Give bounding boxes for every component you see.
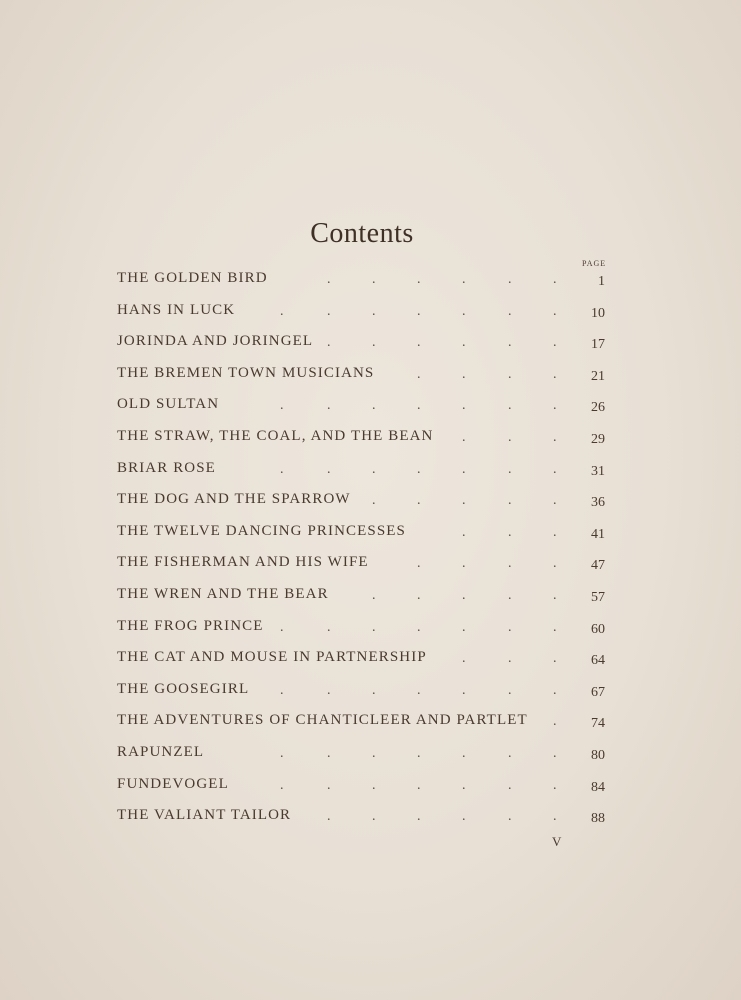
entry-page-number: 10: [591, 305, 605, 321]
leader-dot: .: [372, 303, 376, 319]
contents-entry: [0, 491, 741, 523]
leader-dot: .: [553, 745, 557, 761]
leader-dot: .: [327, 272, 331, 287]
entry-page-number: 31: [591, 463, 605, 479]
leader-dot: .: [280, 777, 284, 793]
leader-dot: .: [462, 398, 466, 414]
contents-entry: [0, 649, 741, 681]
leader-dot: .: [508, 335, 512, 351]
entry-title: THE FROG PRINCE: [117, 617, 264, 634]
entry-title: THE BREMEN TOWN MUSICIANS: [117, 364, 375, 381]
leader-dot: .: [327, 682, 331, 698]
leader-dot: .: [508, 587, 512, 603]
leader-dot: .: [417, 272, 421, 287]
leader-dot: .: [553, 619, 557, 635]
entry-title: JORINDA AND JORINGEL: [117, 333, 314, 350]
leader-dot: .: [553, 556, 557, 572]
entry-title: THE WREN AND THE BEAR: [117, 585, 329, 602]
entry-title: THE GOOSEGIRL: [117, 680, 250, 697]
entry-page-number: 57: [591, 589, 605, 605]
leader-dot: .: [372, 272, 376, 287]
leader-dot: .: [462, 651, 466, 667]
contents-entry: [0, 744, 741, 776]
contents-entry: [0, 681, 741, 713]
contents-entry: [0, 712, 741, 744]
leader-dot: .: [417, 682, 421, 698]
leader-dot: .: [462, 745, 466, 761]
leader-dot: .: [372, 335, 376, 351]
leader-dot: .: [508, 461, 512, 477]
leader-dot: .: [508, 651, 512, 667]
entry-page-number: 88: [591, 811, 605, 827]
leader-dot: .: [462, 682, 466, 698]
leader-dot: .: [553, 429, 557, 445]
leader-dot: .: [372, 777, 376, 793]
leader-dot: .: [508, 272, 512, 287]
leader-dot: .: [553, 714, 557, 730]
leader-dot: .: [462, 272, 466, 287]
leader-dot: .: [280, 619, 284, 635]
entry-page-number: 80: [591, 747, 605, 763]
leader-dot: .: [462, 461, 466, 477]
leader-dot: .: [417, 619, 421, 635]
contents-entry: [0, 270, 741, 302]
contents-entry: [0, 428, 741, 460]
leader-dot: .: [280, 303, 284, 319]
leader-dot: .: [327, 335, 331, 351]
leader-dot: .: [462, 366, 466, 382]
leader-dot: .: [417, 366, 421, 382]
leader-dot: .: [327, 398, 331, 414]
leader-dot: .: [417, 493, 421, 509]
entry-title: RAPUNZEL: [117, 743, 205, 760]
leader-dot: .: [462, 587, 466, 603]
leader-dot: .: [327, 745, 331, 761]
entry-page-number: 1: [598, 274, 605, 289]
leader-dot: .: [417, 398, 421, 414]
leader-dot: .: [553, 524, 557, 540]
contents-entry: [0, 807, 741, 839]
contents-entry: [0, 523, 741, 555]
contents-entry: [0, 365, 741, 397]
leader-dot: .: [417, 809, 421, 825]
contents-entry: [0, 396, 741, 428]
entry-page-number: 36: [591, 495, 605, 511]
leader-dot: .: [508, 429, 512, 445]
entry-title: THE CAT AND MOUSE IN PARTNERSHIP: [117, 649, 427, 666]
leader-dot: .: [417, 303, 421, 319]
entry-title: THE STRAW, THE COAL, AND THE BEAN: [117, 427, 434, 444]
leader-dot: .: [462, 556, 466, 572]
contents-entry: [0, 776, 741, 808]
entry-page-number: 67: [591, 684, 605, 700]
contents-entry: [0, 554, 741, 586]
leader-dot: .: [462, 335, 466, 351]
contents-entry: [0, 302, 741, 334]
contents-entry: [0, 618, 741, 650]
leader-dot: .: [280, 461, 284, 477]
leader-dot: .: [553, 461, 557, 477]
leader-dot: .: [462, 493, 466, 509]
leader-dot: .: [280, 745, 284, 761]
page-title: Contents: [310, 218, 414, 249]
entry-title: THE DOG AND THE SPARROW: [117, 491, 351, 508]
leader-dot: .: [553, 777, 557, 793]
entry-page-number: 29: [591, 431, 605, 447]
leader-dot: .: [462, 619, 466, 635]
leader-dot: .: [280, 398, 284, 414]
leader-dot: .: [508, 398, 512, 414]
leader-dot: .: [327, 809, 331, 825]
entry-title: HANS IN LUCK: [117, 301, 236, 318]
entry-title: THE VALIANT TAILOR: [117, 807, 292, 824]
leader-dot: .: [372, 398, 376, 414]
entry-page-number: 17: [591, 337, 605, 353]
leader-dot: .: [280, 682, 284, 698]
leader-dot: .: [417, 335, 421, 351]
leader-dot: .: [553, 651, 557, 667]
leader-dot: .: [462, 777, 466, 793]
leader-dot: .: [508, 493, 512, 509]
leader-dot: .: [372, 619, 376, 635]
leader-dot: .: [462, 303, 466, 319]
page-folio: V: [552, 834, 562, 849]
leader-dot: .: [508, 682, 512, 698]
leader-dot: .: [327, 303, 331, 319]
entry-page-number: 47: [591, 558, 605, 574]
leader-dot: .: [372, 745, 376, 761]
leader-dot: .: [553, 682, 557, 698]
leader-dot: .: [553, 493, 557, 509]
leader-dot: .: [327, 777, 331, 793]
leader-dot: .: [553, 809, 557, 825]
leader-dot: .: [417, 587, 421, 603]
entry-title: THE FISHERMAN AND HIS WIFE: [117, 554, 369, 571]
leader-dot: .: [417, 745, 421, 761]
leader-dot: .: [462, 809, 466, 825]
leader-dot: .: [553, 366, 557, 382]
leader-dot: .: [553, 398, 557, 414]
leader-dot: .: [462, 429, 466, 445]
leader-dot: .: [508, 619, 512, 635]
contents-entry: [0, 460, 741, 492]
contents-entry: [0, 333, 741, 365]
leader-dot: .: [508, 556, 512, 572]
leader-dot: .: [372, 587, 376, 603]
entry-title: THE GOLDEN BIRD: [117, 270, 268, 286]
leader-dot: .: [508, 524, 512, 540]
entry-page-number: 60: [591, 621, 605, 637]
entry-page-number: 74: [591, 716, 605, 732]
entry-page-number: 41: [591, 526, 605, 542]
leader-dot: .: [327, 461, 331, 477]
entry-title: BRIAR ROSE: [117, 459, 216, 476]
leader-dot: .: [508, 303, 512, 319]
leader-dot: .: [372, 682, 376, 698]
entry-page-number: 84: [591, 779, 605, 795]
leader-dot: .: [372, 493, 376, 509]
leader-dot: .: [553, 335, 557, 351]
leader-dot: .: [508, 777, 512, 793]
leader-dot: .: [553, 587, 557, 603]
entry-title: FUNDEVOGEL: [117, 775, 229, 792]
entry-title: OLD SULTAN: [117, 396, 220, 413]
contents-list: [0, 270, 741, 839]
leader-dot: .: [417, 461, 421, 477]
leader-dot: .: [372, 809, 376, 825]
leader-dot: .: [327, 619, 331, 635]
leader-dot: .: [508, 809, 512, 825]
entry-title: THE ADVENTURES OF CHANTICLEER AND PARTLET: [117, 712, 528, 729]
entry-page-number: 26: [591, 400, 605, 416]
leader-dot: .: [553, 303, 557, 319]
contents-entry: [0, 586, 741, 618]
leader-dot: .: [508, 745, 512, 761]
leader-dot: .: [417, 556, 421, 572]
leader-dot: .: [553, 272, 557, 287]
leader-dot: .: [462, 524, 466, 540]
entry-title: THE TWELVE DANCING PRINCESSES: [117, 522, 406, 539]
leader-dot: .: [417, 777, 421, 793]
page-column-heading: PAGE: [582, 259, 607, 268]
leader-dot: .: [508, 366, 512, 382]
entry-page-number: 64: [591, 653, 605, 669]
entry-page-number: 21: [591, 368, 605, 384]
leader-dot: .: [372, 461, 376, 477]
